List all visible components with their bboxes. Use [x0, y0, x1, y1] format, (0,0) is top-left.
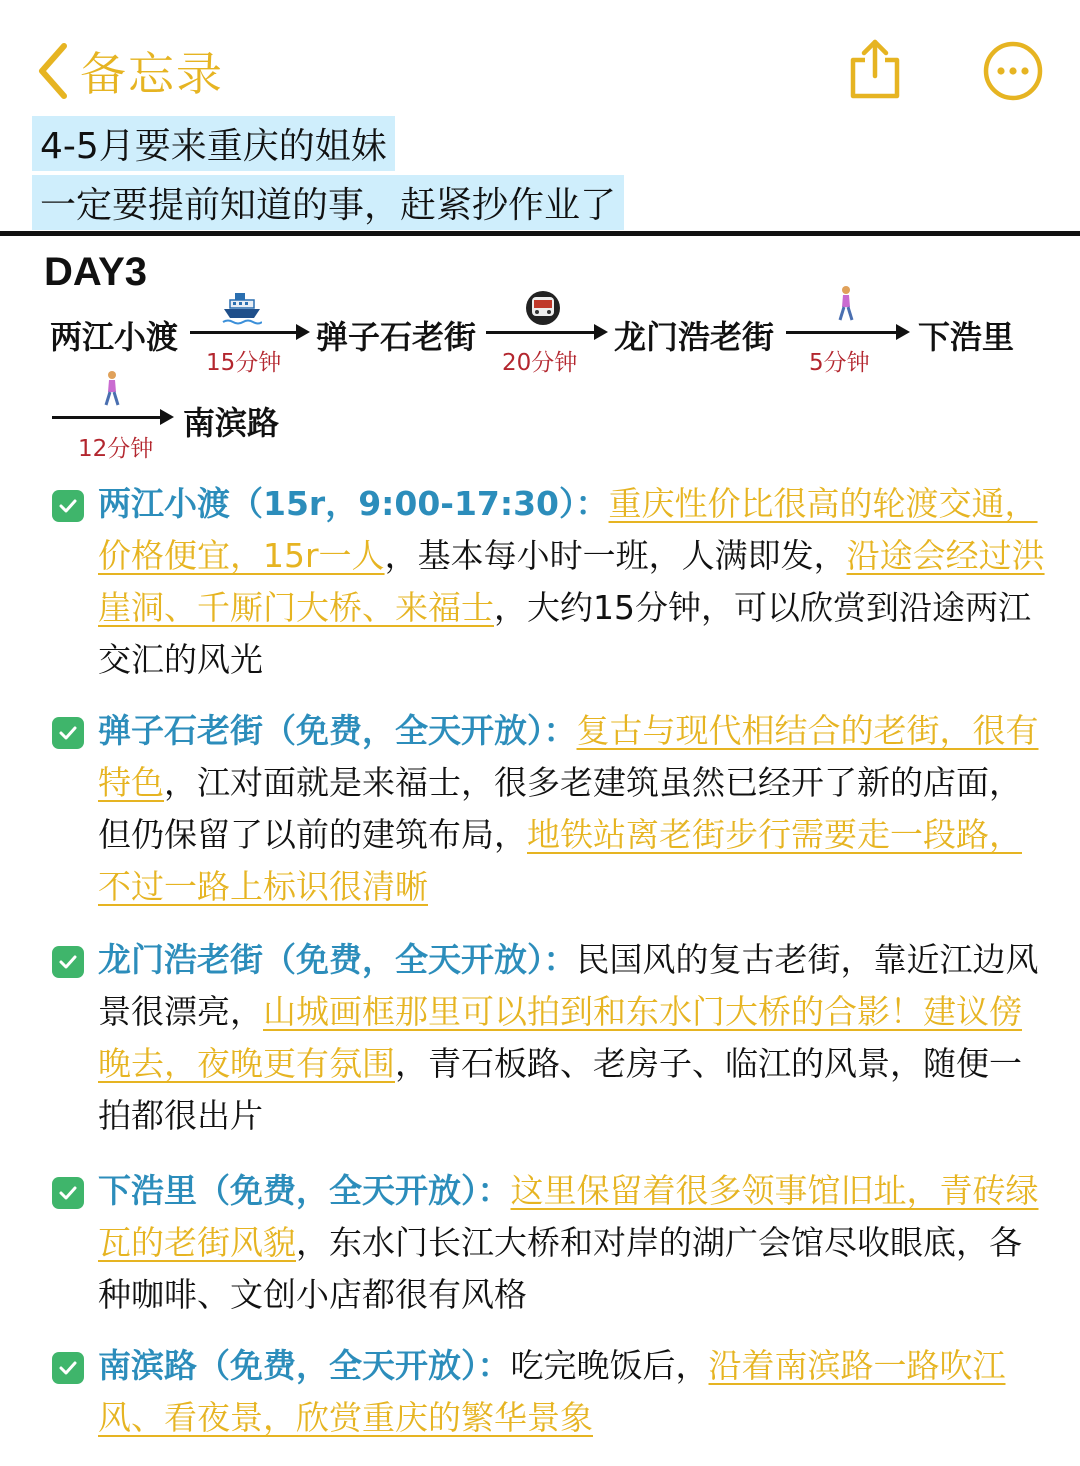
item-heading: 下浩里（免费，全天开放）： — [98, 1171, 511, 1210]
item-highlight: 山城画框那里可以拍到和东水门大桥的合影！建议傍晚去，夜晚更有氛围 — [98, 992, 1022, 1083]
list-item-2 — [52, 705, 1052, 913]
checkbox-checked-icon[interactable] — [52, 490, 84, 522]
item-body: 吃完晚饭后， — [510, 1346, 709, 1385]
item-heading: 弹子石老街（免费，全天开放）： — [98, 711, 577, 750]
list-item-3 — [52, 934, 1052, 1142]
item-text — [98, 478, 1052, 686]
item-heading: 两江小渡（15r，9:00-17:30）： — [98, 484, 609, 523]
metro-icon — [523, 290, 563, 326]
item-body: 民国风的复古老街，靠近江边风景很漂亮， — [98, 940, 1039, 1031]
item-highlight: 复古与现代相结合的老街，很有特色 — [98, 711, 1039, 802]
share-button[interactable] — [848, 38, 902, 104]
item-text — [98, 1165, 1052, 1321]
route-arrow-1 — [190, 331, 298, 334]
checkbox-checked-icon[interactable] — [52, 1177, 84, 1209]
walking-icon — [100, 370, 124, 408]
chevron-left-icon — [36, 42, 70, 100]
item-body: ，东水门长江大桥和对岸的湖广会馆尽收眼底，各种咖啡、文创小店都很有风格 — [98, 1223, 1022, 1314]
route-arrow-3 — [786, 331, 898, 334]
item-body: ，基本每小时一班，人满即发， — [384, 536, 847, 575]
route-stop-1: 两江小渡 — [50, 318, 179, 356]
more-button[interactable] — [982, 40, 1044, 106]
divider — [0, 231, 1080, 236]
checkbox-checked-icon[interactable] — [52, 946, 84, 978]
route-duration-4: 12分钟 — [78, 436, 154, 462]
route-duration-1: 15分钟 — [206, 350, 282, 376]
item-heading: 南滨路（免费，全天开放）： — [98, 1346, 511, 1385]
route-duration-2: 20分钟 — [502, 350, 578, 376]
checkbox-checked-icon[interactable] — [52, 1352, 84, 1384]
item-body: ，青石板路、老房子、临江的风景，随便一拍都很出片 — [98, 1044, 1022, 1135]
list-item-4 — [52, 1165, 1052, 1321]
route-stop-2: 弹子石老街 — [316, 318, 477, 356]
item-text — [98, 705, 1052, 913]
item-text — [98, 934, 1052, 1142]
more-icon — [982, 40, 1044, 102]
ship-icon — [222, 290, 262, 326]
item-highlight: 这里保留着很多领事馆旧址，青砖绿瓦的老街风貌 — [98, 1171, 1039, 1262]
route-stop-4: 下浩里 — [918, 318, 1015, 356]
item-highlight: 沿途会经过洪崖洞、千厮门大桥、来福士 — [98, 536, 1045, 627]
item-body: ，江对面就是来福士，很多老建筑虽然已经开了新的店面，但仍保留了以前的建筑布局， — [98, 763, 1022, 854]
walking-icon — [834, 285, 858, 323]
title-line-2: 一定要提前知道的事，赶紧抄作业了 — [32, 175, 624, 230]
route-arrow-4 — [52, 416, 162, 419]
item-highlight: 重庆性价比很高的轮渡交通，价格便宜，15r一人 — [98, 484, 1038, 575]
checkbox-checked-icon[interactable] — [52, 717, 84, 749]
item-text — [98, 1340, 1052, 1444]
route-arrow-2 — [486, 331, 596, 334]
route-stop-5: 南滨路 — [183, 404, 280, 442]
item-body: ，大约15分钟，可以欣赏到沿途两江交汇的风光 — [98, 588, 1031, 679]
nav-bar — [0, 0, 1080, 110]
route-duration-3: 5分钟 — [809, 350, 870, 376]
list-item-5 — [52, 1340, 1052, 1444]
day-heading: DAY3 — [44, 250, 148, 294]
item-heading: 龙门浩老街（免费，全天开放）： — [98, 940, 577, 979]
title-line-1: 4-5月要来重庆的姐妹 — [32, 116, 395, 171]
back-button[interactable] — [36, 38, 224, 104]
share-icon — [848, 38, 902, 100]
list-item-1 — [52, 478, 1052, 686]
item-highlight: 沿着南滨路一路吹江风、看夜景，欣赏重庆的繁华景象 — [98, 1346, 1006, 1437]
route-stop-3: 龙门浩老街 — [614, 318, 775, 356]
back-label: 备忘录 — [80, 47, 224, 101]
item-highlight: 地铁站离老街步行需要走一段路，不过一路上标识很清晰 — [98, 815, 1022, 906]
